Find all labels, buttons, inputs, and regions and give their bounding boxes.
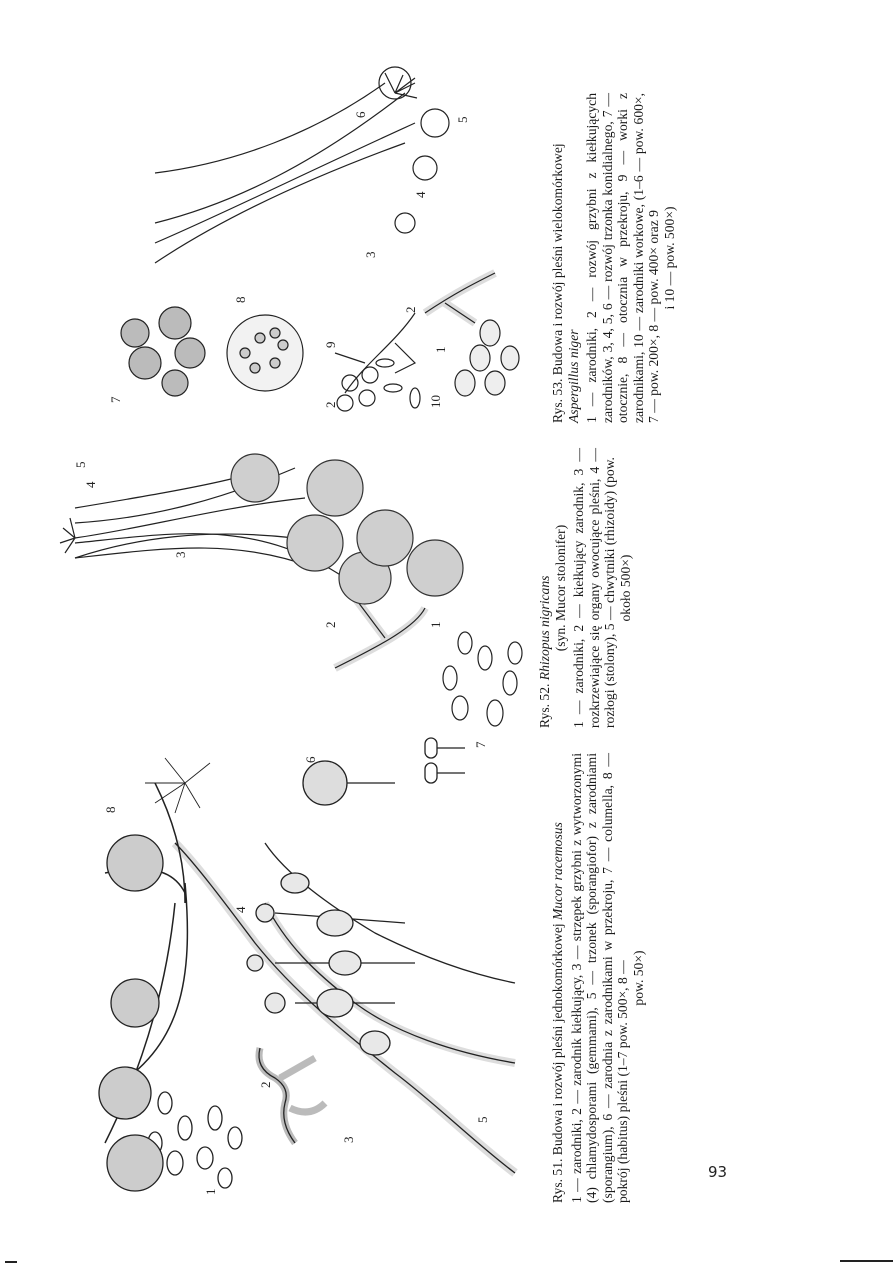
figure-52-caption	[537, 448, 633, 728]
art-label: 5	[455, 116, 470, 123]
figure-53	[95, 63, 677, 423]
figure-title: Budowa i rozwój pleśni wielokomórkowej	[550, 143, 565, 376]
art-label: 2	[258, 1081, 273, 1088]
art-label: 2	[323, 621, 338, 628]
art-label: 3	[363, 251, 378, 258]
art-label: 1	[203, 1188, 218, 1195]
rhizopus-nigricans-illustration	[55, 448, 525, 738]
figure-53-caption	[550, 93, 677, 423]
art-label: 8	[233, 296, 248, 303]
art-label: 2	[403, 306, 418, 313]
art-label: 7	[108, 396, 123, 403]
figure-legend: 1 — zarodniki, 2 — rozwój grzybni z kiełkujących zarodników, 3, 4, 5, 6 — rozwój trzonka konidialnego, 7 — otocznie, 8 — otocznia w przekroju, 9 — worki z zarodnikami, 10 — zarodniki workowe, (1–6 — pow. 600×, 7 — pow. 200×, 8 — pow. 400× oraz 9	[584, 93, 661, 423]
art-label: 8	[103, 806, 118, 813]
figure-synonym: (syn. Mucor stolonifer)	[552, 524, 568, 652]
figure-legend-end: i 10 — pow. 500×)	[661, 206, 677, 310]
figure-number: Rys. 52.	[537, 683, 552, 728]
figure-51-caption	[550, 753, 646, 1203]
art-label: 5	[475, 1116, 490, 1123]
figure-species: Rhizopus nigricans	[537, 575, 552, 681]
figure-51	[95, 733, 646, 1203]
art-label: 10	[428, 395, 443, 408]
spores-drawing	[148, 1092, 242, 1188]
figure-number: Rys. 51.	[550, 1158, 565, 1203]
art-label: 1	[428, 621, 443, 628]
figure-title: Budowa i rozwój pleśni jednokomórkowej	[550, 923, 565, 1156]
figure-species: Aspergillus niger	[565, 329, 581, 423]
art-label: 4	[413, 191, 428, 198]
art-label: 6	[353, 111, 368, 118]
art-label: 4	[83, 481, 98, 488]
figure-legend: 1 — zarodniki, 2 — kiełkujący zarodnik, 3 — rozkrzewiające się organy owocujące pleśni, 4 — rozłogi (stolony), 5 — chwytniki (rhizoidy) (pow.	[571, 448, 617, 728]
art-label: 2	[323, 401, 338, 408]
figure-legend-end: około 500×)	[617, 554, 633, 622]
art-label: 1	[433, 346, 448, 353]
figure-legend-end: pow. 50×)	[630, 950, 646, 1006]
aspergillus-niger-illustration	[95, 63, 525, 423]
figure-52	[55, 448, 633, 738]
art-label: 3	[173, 551, 188, 558]
figure-species: Mucor racemosus	[550, 822, 565, 920]
figure-number: Rys. 53.	[550, 378, 565, 423]
art-label: 6	[303, 756, 318, 763]
art-label: 5	[73, 461, 88, 468]
art-label: 4	[233, 906, 248, 913]
art-label: 9	[323, 341, 338, 348]
art-label: 7	[473, 741, 488, 748]
page-number: 93	[708, 1163, 728, 1181]
figure-legend: 1 — zarodniki, 2 — zarodnik kiełkujący, 3 — strzępek grzybni z wytworzonymi (4) chlamydosporami (gemmami), 5 — trzonek (sporangiofor) z zarodniami (sporangium), 6 — zarodnia z zarodnikami w przekroju, 7 — columella, 8 — pokrój (habitus) pleśni (1–7 pow. 500×, 8 —	[568, 753, 630, 1203]
mucor-racemosus-illustration	[95, 733, 525, 1203]
scan-edge-mark	[840, 1260, 893, 1262]
art-label: 3	[341, 1136, 356, 1143]
